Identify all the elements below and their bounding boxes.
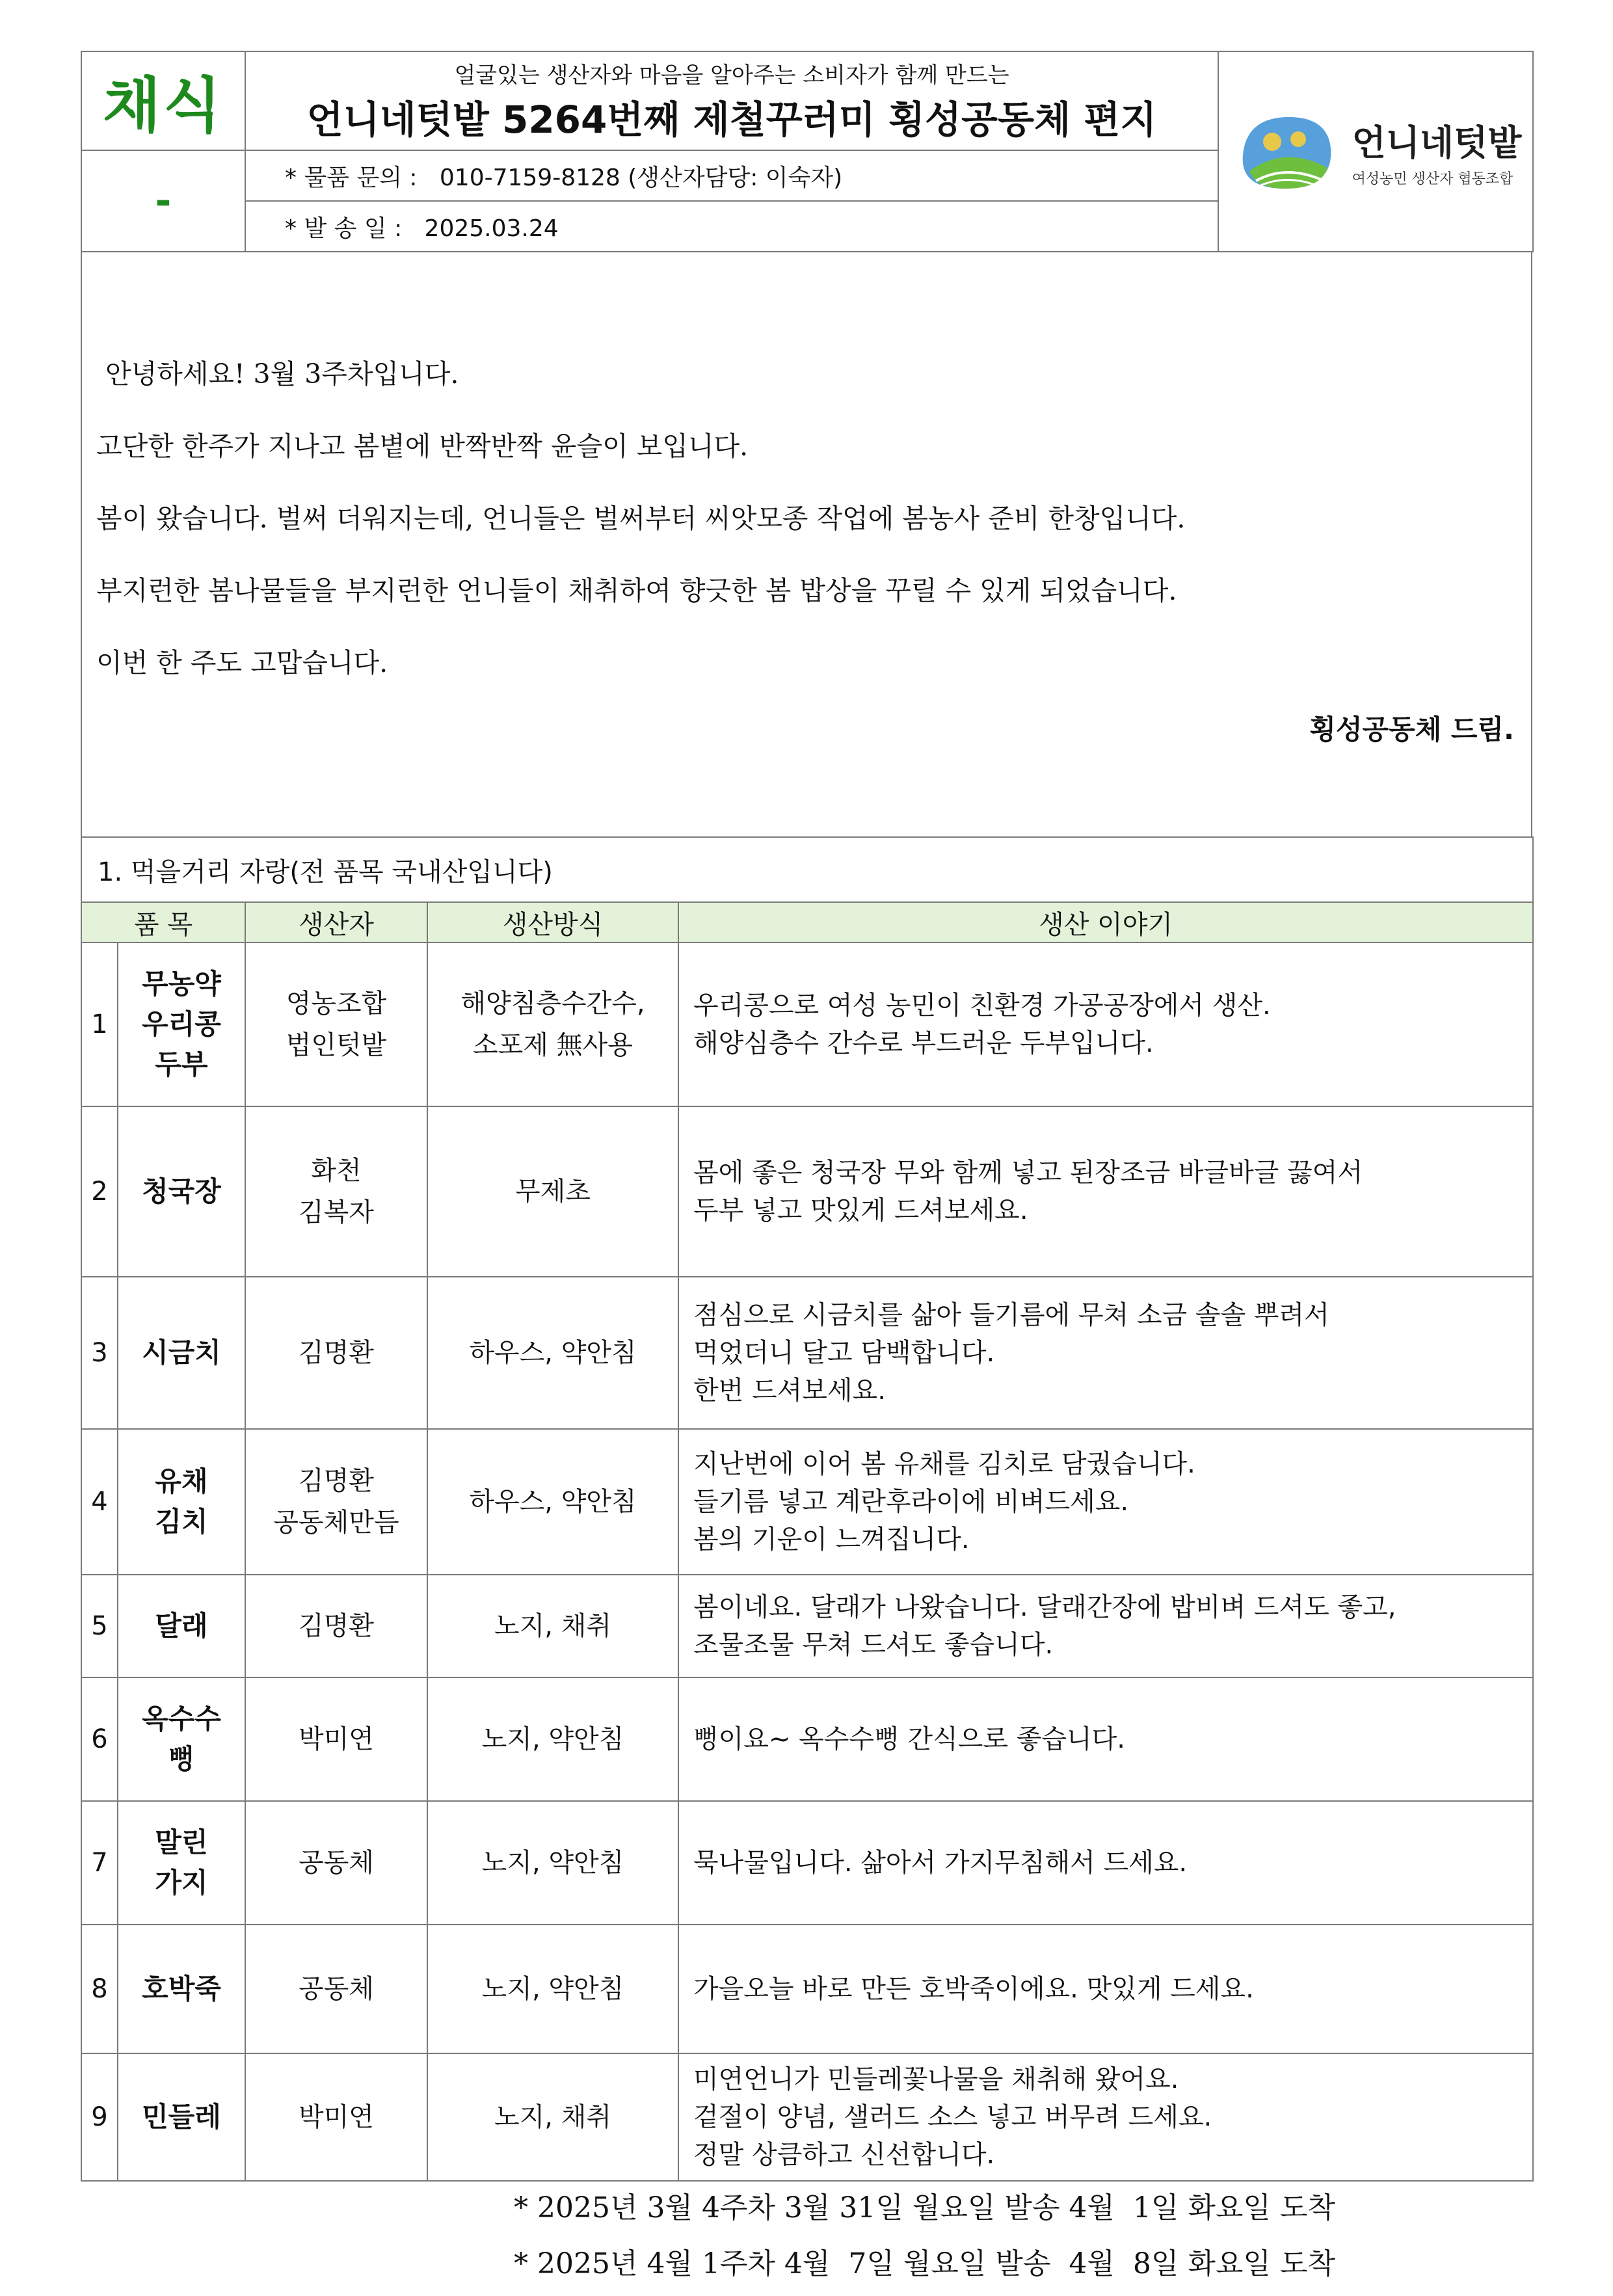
production-story: 미연언니가 민들레꽃나물을 채취해 왔어요. 겉절이 양념, 샐러드 소스 넣고 버무려 드세요. 정말 상큼하고 신선합니다.: [678, 2053, 1533, 2181]
production-method: 노지, 약안침: [427, 1677, 678, 1801]
category-sub: -: [81, 150, 245, 252]
production-method: 해양침층수간수, 소포제 無사용: [427, 942, 678, 1106]
producer: 김명환 공동체만듬: [245, 1429, 427, 1575]
item-name: 청국장: [118, 1106, 245, 1277]
letter-line: 안녕하세요! 3월 3주차입니다.: [105, 358, 459, 390]
row-number: 8: [81, 1925, 118, 2053]
item-name: 시금치: [118, 1277, 245, 1429]
production-story: 묵나물입니다. 삶아서 가지무침해서 드세요.: [678, 1801, 1533, 1925]
row-number: 5: [81, 1575, 118, 1677]
product-rows: [81, 942, 1533, 2181]
production-method: 하우스, 약안침: [427, 1277, 678, 1429]
column-header: 생산방식: [427, 902, 678, 942]
inquiry-line: * 물품 문의 : 010-7159-8128 (생산자담당: 이숙자): [245, 150, 1218, 201]
delivery-note: * 2025년 3월 4주차 3월 31일 월요일 발송 4월 1일 화요일 도착: [514, 2191, 1335, 2224]
section-title: 1. 먹을거리 자랑(전 품목 국내산입니다): [81, 837, 1533, 902]
production-story: 가을오늘 바로 만든 호박죽이에요. 맛있게 드세요.: [678, 1925, 1533, 2053]
production-method: 하우스, 약안침: [427, 1429, 678, 1575]
header-table: [81, 51, 1534, 252]
send-date-line: * 발 송 일 : 2025.03.24: [245, 201, 1218, 252]
products-table: [81, 836, 1534, 2182]
table-row: [81, 1429, 1533, 1575]
letter-line: 이번 한 주도 고맙습니다.: [96, 647, 388, 678]
producer: 김명환: [245, 1575, 427, 1677]
letter-line: 고단한 한주가 지나고 봄볕에 반짝반짝 윤슬이 보입니다.: [96, 431, 749, 462]
title-cell: [245, 51, 1218, 150]
letter-table: [81, 251, 1532, 838]
production-story: 우리콩으로 여성 농민이 친환경 가공공장에서 생산. 해양심층수 간수로 부드러운 두부입니다.: [678, 942, 1533, 1106]
producer: 영농조합 법인텃밭: [245, 942, 427, 1106]
row-number: 9: [81, 2053, 118, 2181]
item-name: 무농약 우리콩 두부: [118, 942, 245, 1106]
logo-name: 언니네텃밭: [1352, 122, 1522, 163]
producer: 박미연: [245, 1677, 427, 1801]
page-title: 언니네텃밭 5264번째 제철꾸러미 횡성공동체 편지: [306, 97, 1157, 142]
producer: 공동체: [245, 1801, 427, 1925]
row-number: 6: [81, 1677, 118, 1801]
producer: 공동체: [245, 1925, 427, 2053]
item-name: 호박죽: [118, 1925, 245, 2053]
producer: 박미연: [245, 2053, 427, 2181]
delivery-notes: [514, 2184, 1335, 2296]
table-row: [81, 2053, 1533, 2181]
item-name: 달래: [118, 1575, 245, 1677]
production-story: 지난번에 이어 봄 유채를 김치로 담궜습니다. 들기름 넣고 계란후라이에 비벼드세요. 봄의 기운이 느껴집니다.: [678, 1429, 1533, 1575]
delivery-note: * 2025년 4월 1주차 4월 7일 월요일 발송 4월 8일 화요일 도착: [514, 2247, 1335, 2280]
column-header: 품 목: [81, 902, 245, 942]
table-header: [81, 902, 1533, 942]
production-method: 노지, 약안침: [427, 1801, 678, 1925]
table-row: [81, 1106, 1533, 1277]
production-story: 몸에 좋은 청국장 무와 함께 넣고 된장조금 바글바글 끓여서 두부 넣고 맛있게 드셔보세요.: [678, 1106, 1533, 1277]
production-method: 노지, 채취: [427, 2053, 678, 2181]
letter-body: [81, 252, 1532, 837]
tagline: 얼굴있는 생산자와 마음을 알아주는 소비자가 함께 만드는: [454, 62, 1009, 88]
producer: 김명환: [245, 1277, 427, 1429]
production-story: 뻥이요~ 옥수수뻥 간식으로 좋습니다.: [678, 1677, 1533, 1801]
item-name: 민들레: [118, 2053, 245, 2181]
letter-line: 봄이 왔습니다. 벌써 더워지는데, 언니들은 벌써부터 씨앗모종 작업에 봄농사 준비 한창입니다.: [96, 503, 1186, 534]
row-number: 4: [81, 1429, 118, 1575]
letter-line: 부지런한 봄나물들을 부지런한 언니들이 채취하여 향긋한 봄 밥상을 꾸릴 수 있게 되었습니다.: [96, 575, 1177, 606]
category-label: 채식: [81, 51, 245, 150]
logo: [1218, 51, 1533, 252]
row-number: 3: [81, 1277, 118, 1429]
item-name: 유채 김치: [118, 1429, 245, 1575]
table-row: [81, 1925, 1533, 2053]
letter-sheet: [81, 51, 1532, 2182]
row-number: 1: [81, 942, 118, 1106]
column-header: 생산 이야기: [678, 902, 1533, 942]
row-number: 7: [81, 1801, 118, 1925]
column-header: 생산자: [245, 902, 427, 942]
table-row: [81, 1575, 1533, 1677]
producer: 화천 김복자: [245, 1106, 427, 1277]
table-row: [81, 1677, 1533, 1801]
production-method: 무제초: [427, 1106, 678, 1277]
production-story: 봄이네요. 달래가 나왔습니다. 달래간장에 밥비벼 드셔도 좋고, 조물조물 무쳐 드셔도 좋습니다.: [678, 1575, 1533, 1677]
item-name: 말린 가지: [118, 1801, 245, 1925]
table-row: [81, 1277, 1533, 1429]
table-row: [81, 942, 1533, 1106]
production-method: 노지, 약안침: [427, 1925, 678, 2053]
signature: 횡성공동체 드림.: [1309, 714, 1514, 745]
table-row: [81, 1801, 1533, 1925]
item-name: 옥수수 뻥: [118, 1677, 245, 1801]
row-number: 2: [81, 1106, 118, 1277]
logo-icon: [1230, 109, 1340, 194]
production-story: 점심으로 시금치를 삶아 들기름에 무쳐 소금 솔솔 뿌려서 먹었더니 달고 담백합니다. 한번 드셔보세요.: [678, 1277, 1533, 1429]
logo-subtitle: 여성농민 생산자 협동조합: [1352, 171, 1513, 187]
production-method: 노지, 채취: [427, 1575, 678, 1677]
